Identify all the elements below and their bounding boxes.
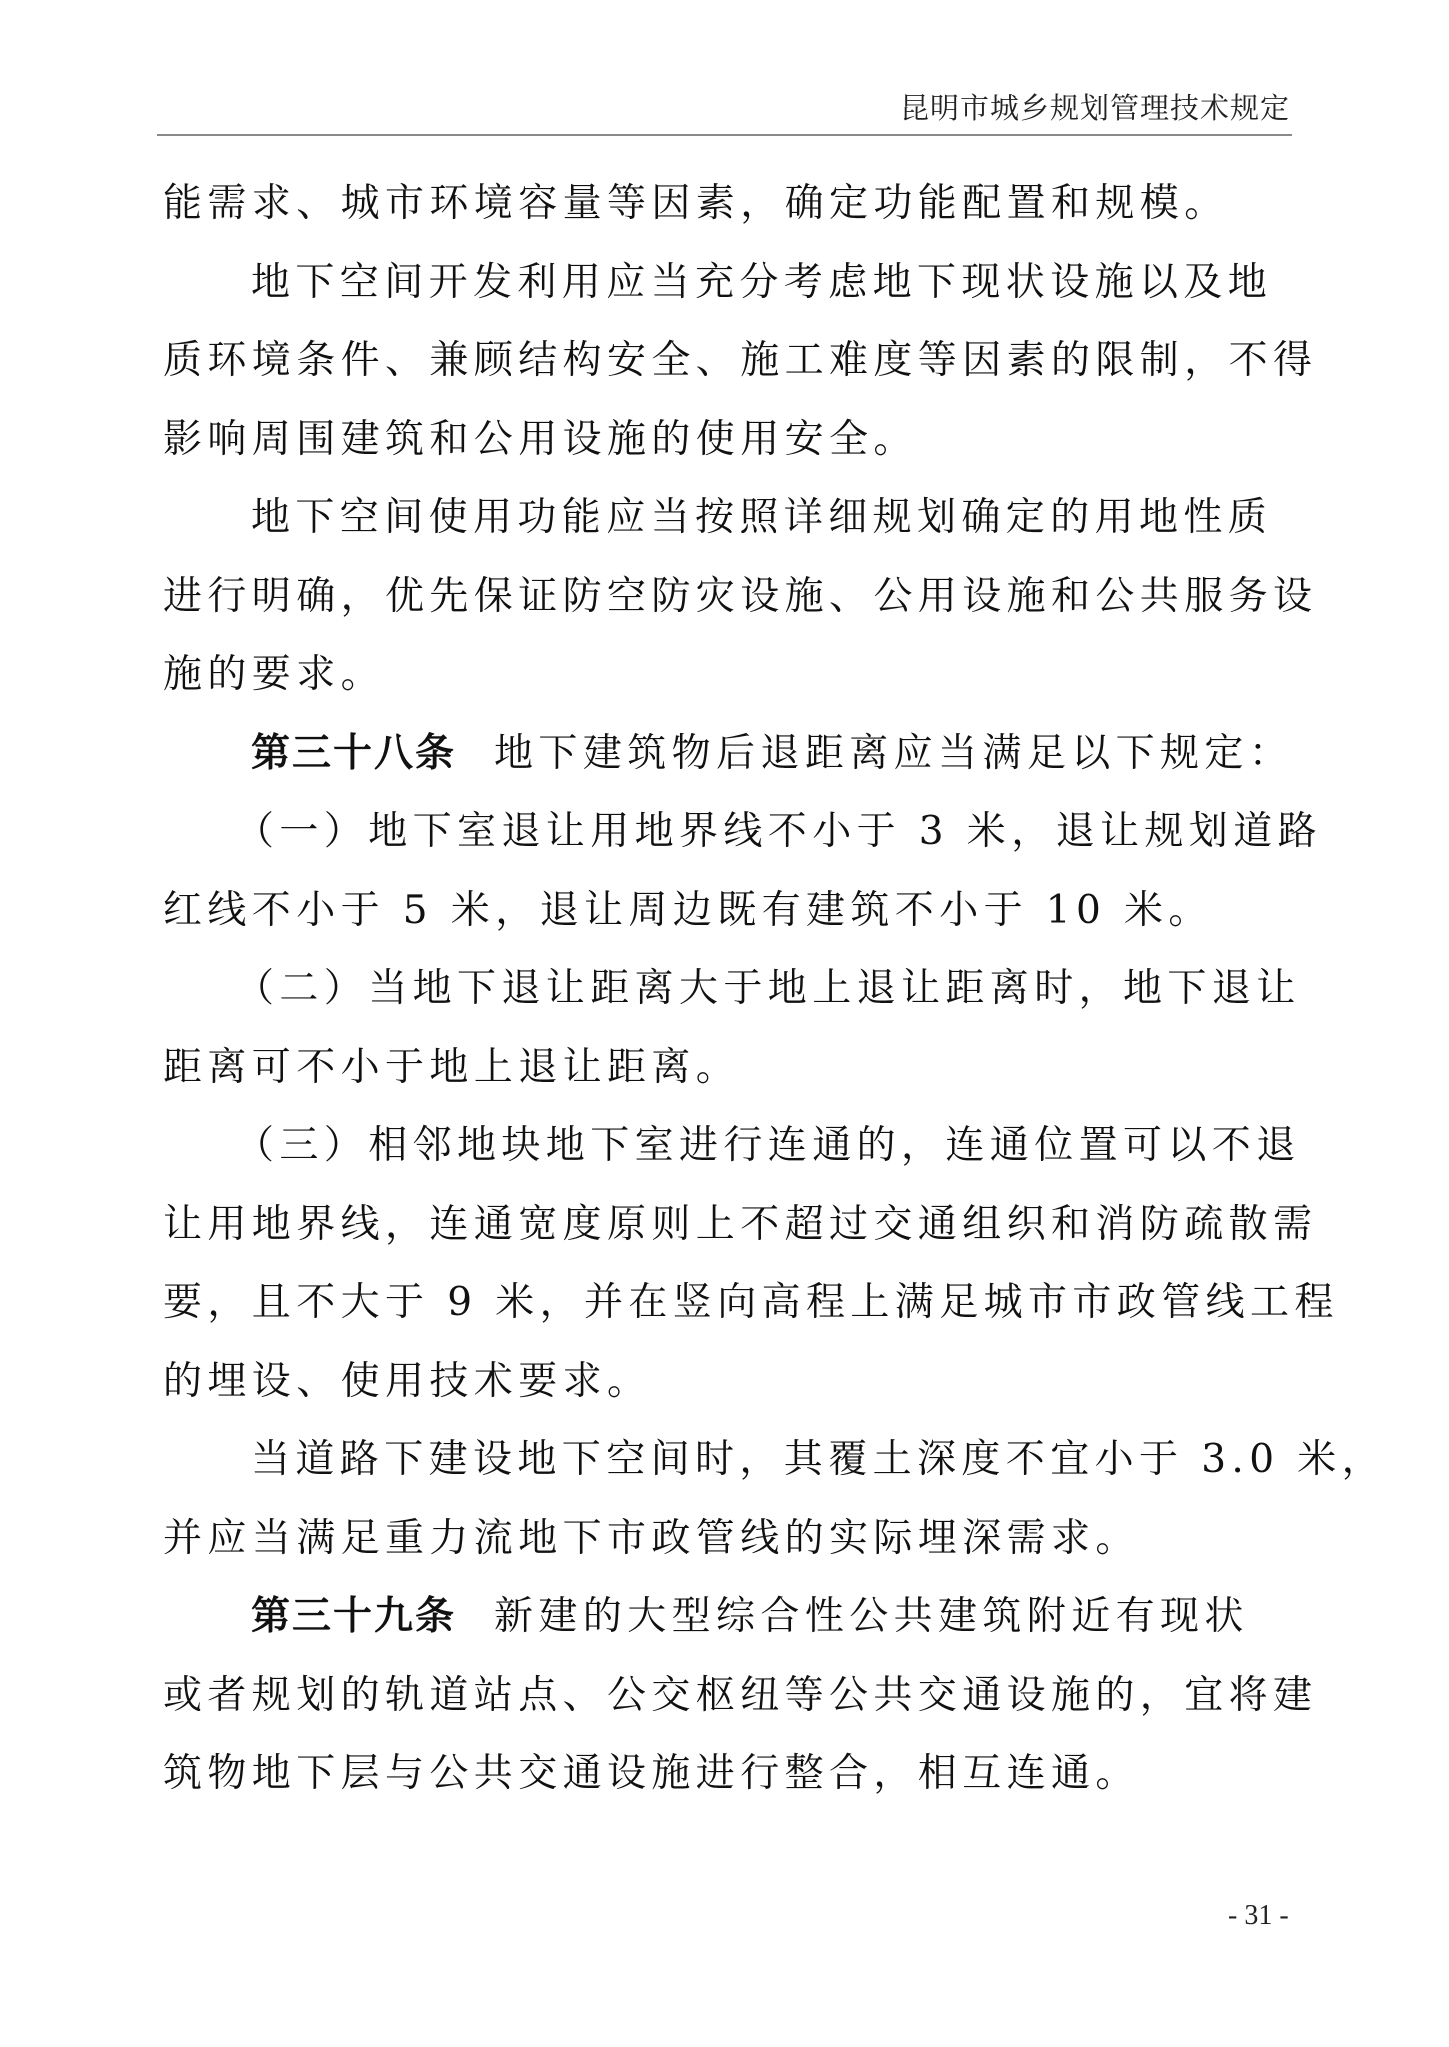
clause-line: 让用地界线，连通宽度原则上不超过交通组织和消防疏散需	[163, 1201, 1318, 1247]
article-label: 第三十八条	[251, 730, 457, 776]
paragraph-line: 地下空间使用功能应当按照详细规划确定的用地性质	[251, 495, 1273, 540]
article-text: 地下建筑物后退距离应当满足以下规定：	[494, 730, 1294, 776]
paragraph-line: 施的要求。	[163, 652, 386, 697]
paragraph-line: 影响周围建筑和公用设施的使用安全。	[163, 416, 918, 462]
clause-line: 要，且不大于 9 米，并在竖向高程上满足城市市政管线工程	[163, 1280, 1339, 1325]
paragraph-line: 当道路下建设地下空间时，其覆土深度不宜小于 3.0 米，	[251, 1437, 1387, 1482]
page-number: - 31 -	[1228, 1900, 1289, 1931]
paragraph-line: 并应当满足重力流地下市政管线的实际埋深需求。	[163, 1515, 1140, 1561]
document-body	[163, 174, 1387, 1823]
page-header	[157, 88, 1292, 136]
clause-line: （三）相邻地块地下室进行连通的，连通位置可以不退	[235, 1123, 1301, 1168]
article-39-heading-line	[163, 1587, 1293, 1666]
clause-line: 的埋设、使用技术要求。	[163, 1358, 652, 1404]
paragraph-line: 质环境条件、兼顾结构安全、施工难度等因素的限制，不得	[163, 338, 1318, 383]
clause-line: 红线不小于 5 米，退让周边既有建筑不小于 10 米。	[163, 887, 1213, 933]
clause-line: 距离可不小于地上退让距离。	[163, 1044, 741, 1090]
paragraph-line: 能需求、城市环境容量等因素，确定功能配置和规模。	[163, 181, 1229, 226]
clause-line: （二）当地下退让距离大于地上退让距离时，地下退让	[235, 966, 1301, 1011]
paragraph-line: 筑物地下层与公共交通设施进行整合，相互连通。	[163, 1751, 1140, 1796]
article-label: 第三十九条	[251, 1594, 457, 1639]
document-title: 昆明市城乡规划管理技术规定	[899, 91, 1290, 125]
clause-line: （一）地下室退让用地界线不小于 3 米，退让规划道路	[235, 809, 1323, 854]
paragraph-line: 进行明确，优先保证防空防灾设施、公用设施和公共服务设	[163, 573, 1318, 619]
header-divider	[157, 134, 1292, 136]
paragraph-line: 或者规划的轨道站点、公交枢纽等公共交通设施的，宜将建	[163, 1672, 1318, 1718]
paragraph-line: 地下空间开发利用应当充分考虑地下现状设施以及地	[251, 259, 1273, 305]
article-38-heading-line	[163, 724, 1293, 803]
article-text: 新建的大型综合性公共建筑附近有现状	[494, 1594, 1249, 1639]
